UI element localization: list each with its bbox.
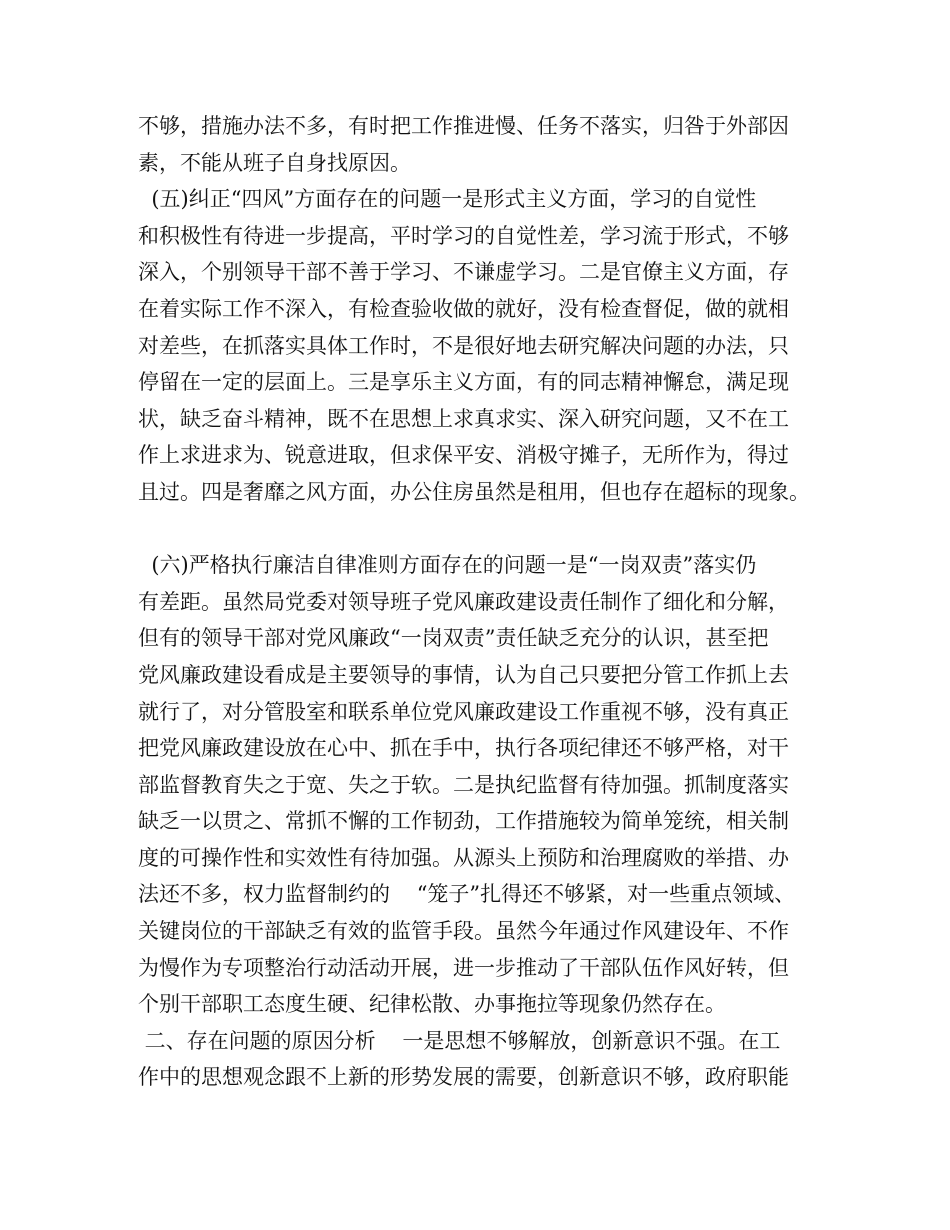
text-line: 缺乏一以贯之、常抓不懈的工作韧劲，工作措施较为简单笼统，相关制 [138, 809, 789, 834]
text-line: 且过。四是奢靡之风方面，办公住房虽然是租用，但也存在超标的现象。 [138, 479, 810, 504]
text-line: 度的可操作性和实效性有待加强。从源头上预防和治理腐败的举措、办 [138, 845, 789, 870]
text-line: 关键岗位的干部缺乏有效的监管手段。虽然今年通过作风建设年、不作 [138, 919, 789, 944]
text-line: 为慢作为专项整治行动活动开展，进一步推动了干部队伍作风好转，但 [138, 955, 789, 980]
text-line: 有差距。虽然局党委对领导班子党风廉政建设责任制作了细化和分解， [138, 589, 789, 614]
text-line: 素，不能从班子自身找原因。 [138, 150, 411, 175]
text-line: 在着实际工作不深入，有检查验收做的就好，没有检查督促，做的就相 [138, 296, 789, 321]
text-line: 不够，措施办法不多，有时把工作推进慢、任务不落实，归咎于外部因 [138, 114, 789, 138]
document-body [138, 108, 828, 1096]
text-line: 但有的领导干部对党风廉政“一岗双责”责任缺乏充分的认识，甚至把 [138, 626, 769, 651]
text-line: 就行了，对分管股室和联系单位党风廉政建设工作重视不够，没有真正 [138, 699, 789, 724]
paragraph-gap [138, 511, 828, 548]
text-line: 部监督教育失之于宽、失之于软。二是执纪监督有待加强。抓制度落实 [138, 772, 789, 797]
text-line: 对差些，在抓落实具体工作时，不是很好地去研究解决问题的办法，只 [138, 333, 789, 358]
text-line: 党风廉政建设看成是主要领导的事情，认为自己只要把分管工作抓上去 [138, 662, 789, 687]
text-line: 状，缺乏奋斗精神，既不在思想上求真求实、深入研究问题，又不在工 [138, 406, 789, 431]
text-line: 二、存在问题的原因分析 一是思想不够解放，创新意识不强。在工 [138, 1028, 781, 1053]
text-line: 法还不多，权力监督制约的 “笼子”扎得还不够紧，对一些重点领域、 [138, 882, 796, 907]
text-line: (六)严格执行廉洁自律准则方面存在的问题一是“一岗双责”落实仍 [138, 553, 757, 578]
text-line: 把党风廉政建设放在心中、抓在手中，执行各项纪律还不够严格，对干 [138, 736, 789, 761]
text-line: 和积极性有待进一步提高，平时学习的自觉性差，学习流于形式，不够 [138, 223, 789, 248]
text-line: 个别干部职工态度生硬、纪律松散、办事拖拉等现象仍然存在。 [138, 992, 726, 1017]
text-line: 作上求进求为、锐意进取，但求保平安、消极守摊子，无所作为，得过 [138, 443, 789, 468]
text-line: 深入，个别领导干部不善于学习、不谦虚学习。二是官僚主义方面，存 [138, 260, 789, 285]
text-line: (五)纠正“四风”方面存在的问题一是形式主义方面，学习的自觉性 [138, 187, 757, 212]
text-line: 停留在一定的层面上。三是享乐主义方面，有的同志精神懈怠，满足现 [138, 370, 789, 395]
text-line: 作中的思想观念跟不上新的形势发展的需要，创新意识不够，政府职能 [138, 1065, 789, 1090]
